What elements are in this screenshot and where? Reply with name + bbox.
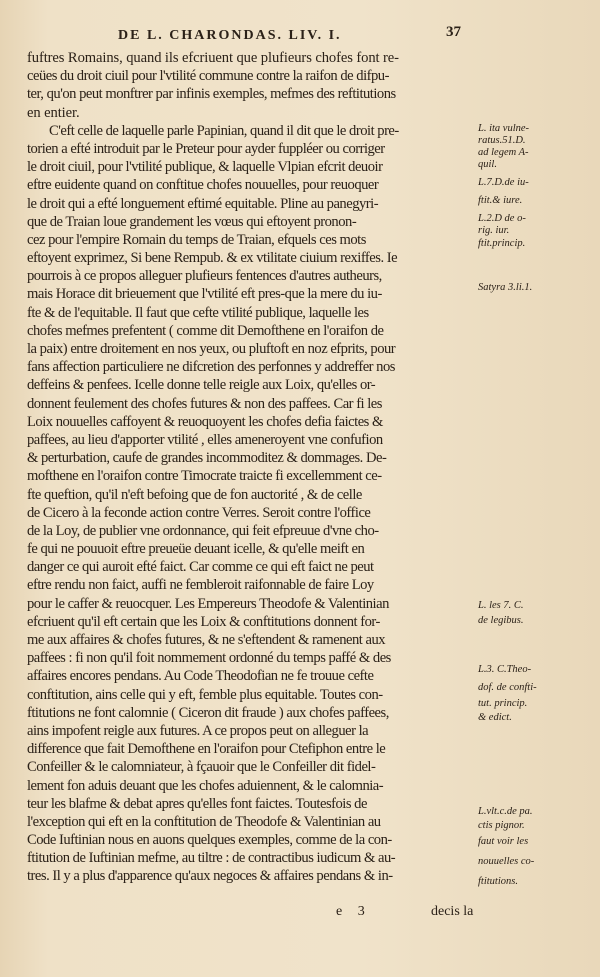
text-line: efcriuent qu'il eft certain que les Loix & conftitutions donnent for-	[27, 613, 380, 630]
text-line: tres. Il y a plus d'apparence qu'aux negoces & affaires pendans & in-	[27, 868, 393, 885]
text-line: teur les blafme & debat apres qu'elles font faictes. Toutesfois de	[27, 795, 367, 812]
text-line: le droit qui a efté longuement eftimé equitable. Pline au panegyri-	[27, 195, 379, 212]
text-line: danger ce qui auroit efté faict. Car comme ce qui eft faict ne peut	[27, 559, 374, 576]
margin-note: rig. iur.	[478, 225, 510, 236]
margin-note: faut voir les	[478, 836, 529, 847]
text-line: la paix) entre droitement en nos yeux, ou pluftoft en noz efprits, pour	[27, 341, 396, 357]
signature-mark: e 3	[336, 904, 371, 919]
margin-note: L. ita vulne-	[478, 123, 530, 134]
margin-note: L.2.D de o-	[478, 213, 526, 224]
text-line: Code Iuftinian nous en auons quelques exemples, comme de la con-	[27, 832, 392, 849]
text-line: l'exception qui eft en la conftitution de Theodofe & Valentinian au	[27, 813, 381, 830]
text-line: le droit ciuil, pour l'vtilité publique, & laquelle Vlpian efcrit deuoir	[27, 159, 383, 176]
text-line: chofes mefmes prefentent ( comme dit Demofthene en l'oraifon de	[27, 322, 384, 339]
text-line: de Cicero à la feconde action contre Verres. Seroit contre l'office	[27, 504, 371, 521]
text-line: Confeiller & le calomniateur, à fçauoir que le Confeiller dit fidel-	[27, 759, 376, 776]
text-line: eftre euidente quand on conftitue chofes nouuelles, pour reuoquer	[27, 177, 379, 194]
body-text	[27, 49, 477, 886]
page-footer	[0, 904, 600, 926]
margin-note: ad legem A-	[478, 147, 529, 158]
catchword: decis la	[431, 904, 474, 919]
text-line: & perturbation, caufe de grandes incommoditez & dommages. De-	[27, 450, 387, 467]
page-number: 37	[446, 24, 461, 40]
margin-note: ftit.princip.	[478, 238, 526, 249]
margin-note: dof. de confti-	[478, 682, 537, 693]
margin-note: ratus.51.D.	[478, 135, 526, 146]
text-line: fuftres Romains, quand ils efcriuent que plufieurs chofes font re-	[27, 50, 399, 66]
margin-note: L.7.D.de iu-	[478, 177, 529, 188]
text-line: lement fon aduis deuant que les chofes aduiennent, & le calomnia-	[27, 777, 384, 794]
text-line: fans affection particuliere ne difcretion des perfonnes y addreffer nos	[27, 359, 395, 376]
text-line: ter, qu'on peut monftrer par infinis exemples, mefmes des reftitutions	[27, 86, 396, 103]
text-line: deffeins & penfees. Icelle donne telle reigle aux Loix, qu'elles or-	[27, 377, 376, 394]
margin-note: L.vlt.c.de pa.	[478, 806, 533, 817]
text-line: ftitution de Iuftinian mefme, au tiltre : de contractibus iudicum & au-	[27, 850, 396, 867]
text-line: ceües du droit ciuil pour l'vtilité commune contre la raifon de difpu-	[27, 68, 389, 85]
margin-note: de legibus.	[478, 615, 524, 626]
text-line: que de Traian loue grandement les vœus qui eftoyent pronon-	[27, 213, 357, 230]
text-line: cez pour l'empire Romain du temps de Traian, efquels ces mots	[27, 231, 366, 248]
text-line: affaires encores pendans. Au Code Theodofian ne fe trouue cefte	[27, 668, 374, 685]
margin-note: nouuelles co-	[478, 856, 535, 867]
margin-note: tut. princip.	[478, 698, 528, 709]
text-line: eftoyent exprimez, Si bene Rempub. & ex vtilitate ciuium rexiffes. Ie	[27, 250, 398, 267]
text-line: fe qui ne pouuoit eftre preueüe deuant icelle, & qu'elle meift en	[27, 541, 365, 558]
margin-note: & edict.	[478, 712, 512, 723]
text-line: paffees : fi non qu'il foit nommement ordonné du temps paffé & des	[27, 650, 391, 667]
margin-notes	[474, 0, 600, 977]
text-line: pour le caffer & reuocquer. Les Empereurs Theodofe & Valentinian	[27, 595, 389, 612]
text-line: mofthene en l'oraifon contre Timocrate traicte fi excellemment ce-	[27, 468, 382, 485]
text-line: Loix nouuelles caffoyent & reuoquoyent les chofes defia faictes &	[27, 413, 383, 430]
text-line: mais Horace dit brieuement que l'vtilité eft pres-que la mere du iu-	[27, 286, 382, 303]
margin-note: ftit.& iure.	[478, 195, 523, 206]
text-line: torien a efté introduit par le Preteur pour ayder fuppléer ou corriger	[27, 140, 385, 157]
margin-note: L.3. C.Theo-	[478, 664, 532, 675]
text-line: de la Loy, de publier vne ordonnance, qui feit efpreuue d'vne cho-	[27, 522, 379, 539]
margin-note: L. les 7. C.	[478, 600, 524, 611]
margin-note: ftitutions.	[478, 876, 518, 887]
margin-note: Satyra 3.li.1.	[478, 282, 533, 293]
text-line: pourrois à ce propos alleguer plufieurs fentences d'autres autheurs,	[27, 268, 382, 285]
margin-note: ctis pignor.	[478, 820, 525, 831]
text-line: C'eft celle de laquelle parle Papinian, quand il dit que le droit pre-	[49, 122, 399, 139]
text-line: eftre rendu non faict, auffi ne fembleroit raifonnable de faire Loy	[27, 577, 374, 594]
text-line: fte & de l'equitable. Il faut que cefte vtilité publique, laquelle les	[27, 304, 369, 321]
text-line: ains impofent reigle aux futures. A ce propos peut on alleguer la	[27, 722, 369, 739]
text-line: ftitutions ne font calomnie ( Ciceron dit fraude ) aux chofes paffees,	[27, 704, 389, 721]
text-line: paffees, au lieu d'apporter vtilité , elles ameneroyent vne confufion	[27, 431, 383, 448]
text-line: conftitution, ains celle qui y eft, femble plus equitable. Toutes con-	[27, 686, 383, 703]
text-line: me aux affaires & chofes futures, & ne s'eftendent & ramenent aux	[27, 632, 386, 648]
text-line: en entier.	[27, 104, 80, 121]
text-line: donnent feulement des chofes futures & non des paffees. Car fi les	[27, 395, 382, 412]
text-line: fte queftion, qu'il n'eft befoing que de fon auctorité , & de celle	[27, 486, 362, 503]
running-head-title: DE L. CHARONDAS. LIV. I.	[118, 28, 342, 43]
margin-note: quil.	[478, 159, 497, 170]
text-line: difference que fait Demofthene en l'oraifon pour Ctefiphon entre le	[27, 741, 386, 758]
